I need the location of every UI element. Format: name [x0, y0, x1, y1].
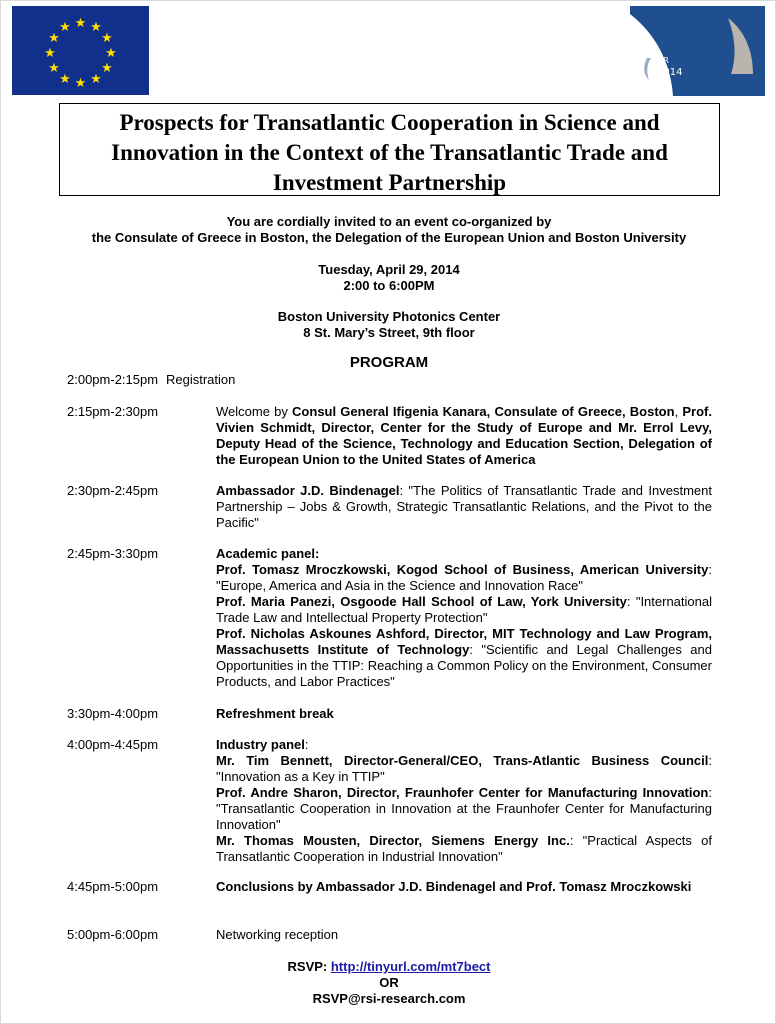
rsvp-email[interactable]: RSVP@rsi-research.com — [312, 991, 466, 1006]
panelist — [216, 594, 712, 626]
panelist — [216, 753, 712, 785]
svg-text:★: ★ — [74, 76, 87, 91]
svg-text:★: ★ — [105, 46, 117, 61]
title-line: Investment Partnership — [272, 170, 507, 195]
agenda-description — [216, 737, 712, 865]
svg-text:★: ★ — [90, 72, 102, 87]
svg-text:★: ★ — [44, 46, 56, 61]
svg-text:★: ★ — [59, 20, 71, 35]
rsvp-section — [1, 959, 776, 1007]
panelist-name: Prof. Maria Panezi, Osgoode Hall School of Law, York University — [216, 594, 627, 609]
agenda-description — [216, 483, 712, 531]
program-heading: PROGRAM — [349, 354, 429, 371]
event-title — [59, 103, 720, 196]
svg-text:★: ★ — [59, 72, 71, 87]
panelist-name: Prof. Nicholas Askounes Ashford, Director, MIT Technology and Law Program, Massachusetts Institute of Technology — [216, 626, 712, 657]
panelist-talk: : "Innovation as a Key in TTIP" — [216, 753, 712, 784]
panel-heading: Industry panel — [216, 737, 305, 752]
panelist-talk: : "International Trade Law and Intellectual Property Protection" — [216, 594, 712, 625]
gr-logo-text-eu: eu — [657, 79, 669, 89]
gr-2014-eu-presidency-logo — [613, 6, 765, 96]
agenda-time: 5:00pm-6:00pm — [67, 927, 159, 942]
agenda-description — [216, 706, 712, 722]
invitation-line: You are cordially invited to an event co-organized by — [226, 214, 552, 229]
welcome-speakers: Prof. Vivien Schmidt, Director, Center for the Study of Europe and Mr. Errol Levy, Deputy Head of the Science, Technology and Education Section, Delegation of the European Union to the United States of America — [216, 404, 712, 467]
agenda-time: 2:15pm-2:30pm — [67, 404, 159, 419]
panelist-talk: : "Practical Aspects of Transatlantic Cooperation in Industrial Innovation" — [216, 833, 713, 864]
panelist-name: Prof. Tomasz Mroczkowski, Kogod School of Business, American University — [216, 562, 709, 577]
agenda-label: Registration — [166, 372, 236, 387]
panelist-name: Mr. Tim Bennett, Director-General/CEO, Trans-Atlantic Business Council — [216, 753, 709, 768]
svg-text:★: ★ — [48, 31, 60, 46]
agenda-time: 2:30pm-2:45pm — [67, 483, 159, 498]
venue-name: Boston University Photonics Center — [277, 309, 501, 324]
title-line: Innovation in the Context of the Transatlantic Trade and — [111, 140, 668, 165]
panel-heading: Academic panel: — [216, 546, 320, 561]
agenda-description — [216, 879, 712, 895]
panelist-talk: : "Scientific and Legal Challenges and Opportunities in the TTIP: Reaching a Common Policy on the Environment, Consumer Products, and Labor Practices" — [216, 642, 712, 689]
invitation-line: the Consulate of Greece in Boston, the Delegation of the European Union and Boston University — [91, 230, 687, 245]
welcome-separator: , — [674, 404, 683, 419]
rsvp-or: OR — [379, 975, 399, 990]
welcome-intro: Welcome by — [216, 404, 293, 419]
gr-logo-text-year: 2014 — [657, 67, 683, 78]
panelist — [216, 785, 712, 833]
welcome-speaker: Consul General Ifigenia Kanara, Consulate of Greece, Boston — [292, 404, 675, 419]
event-venue — [1, 309, 776, 341]
rsvp-link[interactable]: http://tinyurl.com/mt7bect — [330, 959, 491, 974]
svg-text:★: ★ — [90, 20, 102, 35]
agenda-item-registration — [67, 372, 712, 388]
agenda-description: Networking reception — [216, 927, 339, 942]
panelist-name: Mr. Thomas Mousten, Director, Siemens Energy Inc. — [216, 833, 570, 848]
svg-text:★: ★ — [74, 16, 87, 31]
rsvp-label: RSVP: — [287, 959, 331, 974]
gr-logo-text-gr: GR — [657, 56, 669, 65]
event-date: Tuesday, April 29, 2014 — [318, 262, 460, 277]
keynote-talk: : "The Politics of Transatlantic Trade and Investment Partnership – Jobs & Growth, Strategic Transatlantic Relations, and the Pivot to the Pacific" — [216, 483, 712, 530]
panelist — [216, 833, 712, 865]
venue-address: 8 St. Mary’s Street, 9th floor — [303, 325, 475, 340]
conclusions-label: Conclusions by Ambassador J.D. Bindenagel and Prof. Tomasz Mroczkowski — [216, 879, 692, 894]
break-label: Refreshment break — [216, 706, 334, 721]
agenda-time: 2:45pm-3:30pm — [67, 546, 159, 561]
eu-flag-logo — [12, 6, 149, 95]
agenda-time: 4:00pm-4:45pm — [67, 737, 159, 752]
agenda-time: 3:30pm-4:00pm — [67, 706, 159, 721]
invitation-text — [1, 214, 776, 246]
panelist — [216, 626, 712, 690]
svg-text:★: ★ — [101, 31, 113, 46]
title-line: Prospects for Transatlantic Cooperation in Science and — [119, 110, 660, 135]
event-date-time — [1, 262, 776, 294]
agenda-time: 4:45pm-5:00pm — [67, 879, 159, 894]
panelist — [216, 562, 712, 594]
panelist-talk: : "Transatlantic Cooperation in Innovation at the Fraunhofer Center for Manufacturing Innovation" — [216, 785, 712, 832]
agenda-time: 2:00pm-2:15pm — [67, 372, 159, 387]
svg-text:★: ★ — [101, 61, 113, 76]
panelist-talk: : "Europe, America and Asia in the Science and Innovation Race" — [216, 562, 712, 593]
event-time: 2:00 to 6:00PM — [343, 278, 435, 293]
agenda-description — [216, 404, 712, 468]
panel-heading-suffix: : — [304, 737, 309, 752]
keynote-speaker: Ambassador J.D. Bindenagel — [216, 483, 400, 498]
panelist-name: Prof. Andre Sharon, Director, Fraunhofer Center for Manufacturing Innovation — [216, 785, 709, 800]
svg-text:★: ★ — [48, 61, 60, 76]
agenda-description — [216, 546, 712, 690]
